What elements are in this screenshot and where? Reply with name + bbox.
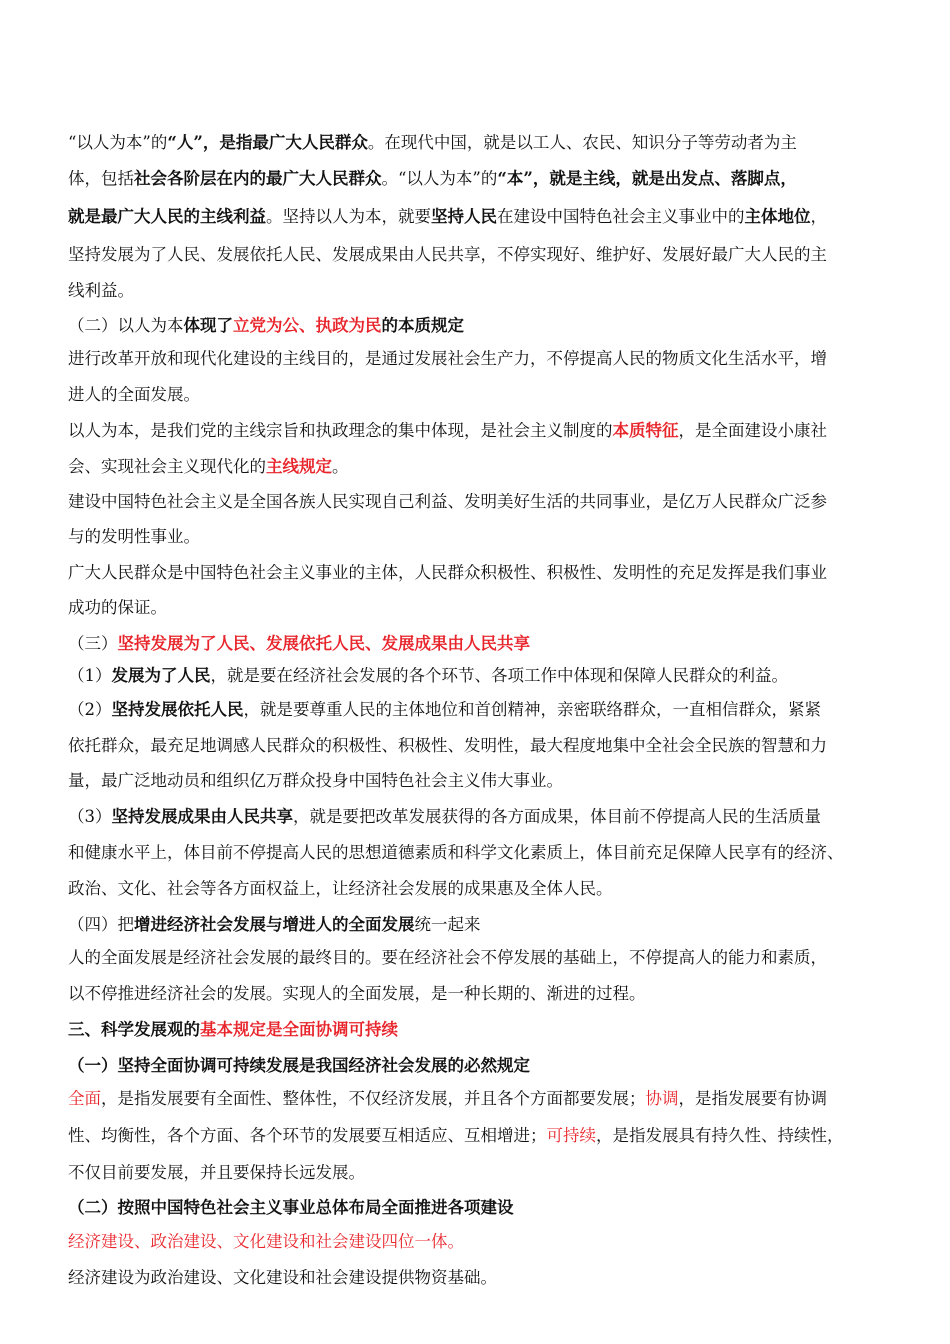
emphasis-text: 立党为公、执政为民: [233, 316, 382, 335]
text-run: 广大人民群众是中国特色社会主义事业的主体，人民群众积极性、积极性、发明性的充足发挥是我们事业: [68, 563, 827, 582]
paragraph-line: [68, 1262, 898, 1294]
section-heading: [68, 1192, 898, 1224]
text-run: 。“以人为本”的: [381, 169, 498, 188]
emphasis-text: （二）按照中国特色社会主义事业总体布局全面推进各项建设: [68, 1198, 514, 1217]
emphasis-text: 三、科学发展观的: [68, 1020, 200, 1039]
emphasis-text: 坚持人民: [431, 207, 497, 226]
text-run: 不仅目前要发展，并且要保持长远发展。: [68, 1163, 365, 1182]
text-run: ，就是要在经济社会发展的各个环节、各项工作中体现和保障人民群众的利益。: [210, 666, 788, 685]
paragraph-line: [68, 343, 898, 375]
text-run: ，就是要尊重人民的主体地位和首创精神，亲密联络群众，一直相信群众，紧紧: [243, 700, 821, 719]
paragraph-line: [68, 1226, 898, 1258]
text-run: 以人为本，是我们党的主线宗旨和执政理念的集中体现，是社会主义制度的: [68, 421, 613, 440]
text-run: 统一起来: [414, 915, 481, 934]
emphasis-text: 发展为了人民: [111, 666, 211, 685]
paragraph-line: [68, 521, 898, 553]
paragraph-line: [68, 275, 898, 307]
paragraph-line: [68, 730, 898, 762]
paragraph-line: [68, 415, 898, 447]
text-run: 经济建设为政治建设、文化建设和社会建设提供物资基础。: [68, 1268, 497, 1287]
text-run: ，是指发展要有协调: [678, 1089, 827, 1108]
text-run: （2）: [68, 700, 112, 719]
emphasis-text: 坚持发展依托人民: [111, 700, 244, 719]
text-run: （3）: [68, 807, 112, 826]
text-run: （四）把: [68, 915, 134, 934]
paragraph-line: [68, 379, 898, 411]
paragraph-line: [68, 163, 898, 195]
section-heading: [68, 310, 898, 342]
emphasis-text: 坚持发展为了人民、发展依托人民、发展成果由人民共享: [117, 634, 530, 653]
emphasis-text: 坚持发展成果由人民共享: [111, 807, 293, 826]
text-run: ，就是要把改革发展获得的各方面成果，体目前不停提高人民的生活质量: [293, 807, 821, 826]
text-run: ，: [810, 207, 827, 226]
text-run: （三）: [68, 634, 118, 653]
text-run: 政治、文化、社会等各方面权益上，让经济社会发展的成果惠及全体人民。: [68, 879, 613, 898]
text-run: 。在现代中国，就是以工人、农民、知识分子等劳动者为主: [367, 133, 797, 152]
paragraph-line: [68, 201, 898, 233]
paragraph-line: [68, 978, 898, 1010]
text-run: 进行改革开放和现代化建设的主线目的，是通过发展社会生产力，不停提高人民的物质文化生活水平，增: [68, 349, 827, 368]
emphasis-text: 全面: [68, 1089, 101, 1108]
text-run: ，是全面建设小康社: [678, 421, 827, 440]
text-run: 建设中国特色社会主义是全国各族人民实现自己利益、发明美好生活的共同事业，是亿万人民群众广泛参: [68, 492, 827, 511]
paragraph-line: [68, 1083, 898, 1115]
text-run: “以人为本”的: [68, 133, 168, 152]
paragraph-line: [68, 486, 898, 518]
emphasis-text: 社会各阶层在内的最广大人民群众: [134, 169, 382, 188]
text-run: 成功的保证。: [68, 598, 167, 617]
emphasis-text: 主体地位: [744, 207, 811, 226]
paragraph-line: [68, 694, 898, 726]
emphasis-text: 体现了: [183, 316, 233, 335]
text-run: 坚持发展为了人民、发展依托人民、发展成果由人民共享，不停实现好、维护好、发展好最广大人民的主: [68, 245, 827, 264]
text-run: 体，包括: [68, 169, 134, 188]
paragraph-line: [68, 1120, 898, 1152]
paragraph-line: [68, 239, 898, 271]
paragraph-line: [68, 1157, 898, 1189]
chapter-heading: [68, 1014, 898, 1046]
emphasis-text: （一）坚持全面协调可持续发展是我国经济社会发展的必然规定: [68, 1056, 530, 1075]
text-run: 性、均衡性，各个方面、各个环节的发展要互相适应、互相增进；: [68, 1126, 547, 1145]
text-run: 依托群众，最充足地调感人民群众的积极性、积极性、发明性，最大程度地集中全社会全民族的智慧和力: [68, 736, 827, 755]
section-heading: [68, 1050, 898, 1082]
text-run: 量，最广泛地动员和组织亿万群众投身中国特色社会主义伟大事业。: [68, 771, 563, 790]
emphasis-text: 增进经济社会发展与增进人的全面发展: [134, 915, 415, 934]
paragraph-line: [68, 801, 898, 833]
text-run: 线利益。: [68, 281, 134, 300]
text-run: 会、实现社会主义现代化的: [68, 457, 266, 476]
emphasis-text: 经济建设、政治建设、文化建设和社会建设四位一体。: [68, 1232, 464, 1251]
section-heading: [68, 628, 898, 660]
text-run: 人的全面发展是经济社会发展的最终目的。要在经济社会不停发展的基础上，不停提高人的能力和素质，: [68, 948, 827, 967]
emphasis-text: 可持续: [546, 1126, 596, 1145]
section-heading: [68, 909, 898, 941]
paragraph-line: [68, 592, 898, 624]
paragraph-line: [68, 660, 898, 692]
text-run: 以不停推进经济社会的发展。实现人的全面发展，是一种长期的、渐进的过程。: [68, 984, 646, 1003]
emphasis-text: 本质特征: [612, 421, 679, 440]
text-run: 和健康水平上，体目前不停提高人民的思想道德素质和科学文化素质上，体目前充足保障人民享有的经济、: [68, 843, 844, 862]
emphasis-text: 基本规定是全面协调可持续: [200, 1020, 398, 1039]
paragraph-line: [68, 873, 898, 905]
paragraph-line: [68, 451, 898, 483]
text-run: 进人的全面发展。: [68, 385, 200, 404]
text-run: （1）: [68, 666, 112, 685]
paragraph-line: [68, 557, 898, 589]
text-run: ，是指发展具有持久性、持续性，: [596, 1126, 844, 1145]
paragraph-line: [68, 127, 898, 159]
paragraph-line: [68, 765, 898, 797]
paragraph-line: [68, 942, 898, 974]
emphasis-text: 协调: [645, 1089, 679, 1108]
paragraph-line: [68, 837, 898, 869]
emphasis-text: 就是最广大人民的主线利益: [68, 207, 266, 226]
text-run: （二）以人为本: [68, 316, 184, 335]
text-run: 与的发明性事业。: [68, 527, 200, 546]
text-run: 。: [332, 457, 349, 476]
emphasis-text: 的本质规定: [381, 316, 464, 335]
text-run: 在建设中国特色社会主义事业中的: [497, 207, 745, 226]
emphasis-text: 主线规定: [266, 457, 332, 476]
emphasis-text: “人”，是指最广大人民群众: [167, 133, 368, 152]
emphasis-text: “本”，就是主线，就是出发点、落脚点，: [497, 169, 797, 188]
text-run: ，是指发展要有全面性、整体性，不仅经济发展，并且各个方面都要发展；: [101, 1089, 646, 1108]
text-run: 。坚持以人为本，就要: [266, 207, 431, 226]
